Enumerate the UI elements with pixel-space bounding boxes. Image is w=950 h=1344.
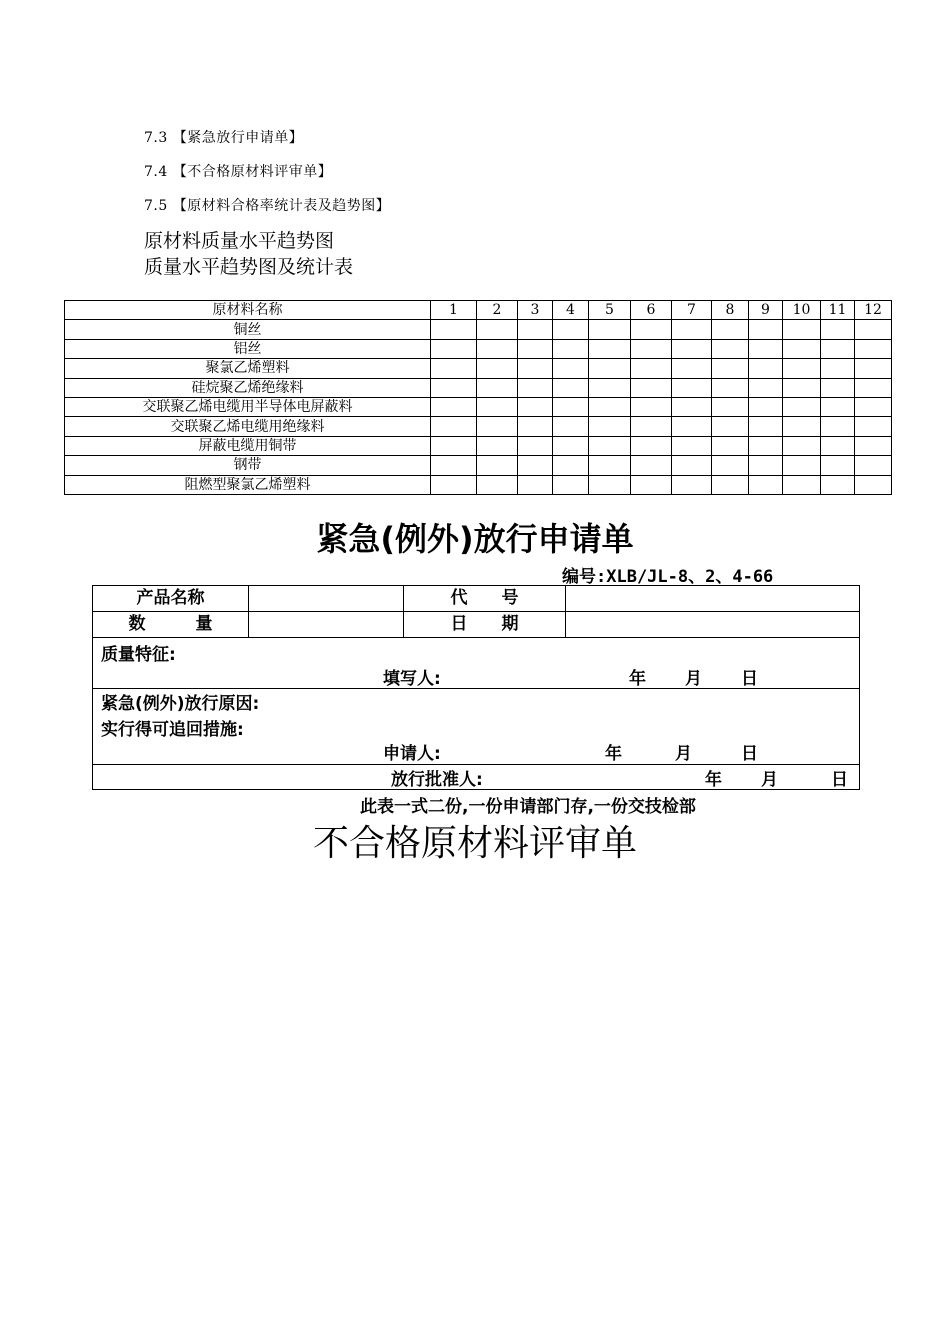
- rate-cell[interactable]: [518, 339, 553, 358]
- rate-cell[interactable]: [712, 417, 749, 436]
- rate-cell[interactable]: [783, 320, 821, 339]
- rate-cell[interactable]: [821, 339, 855, 358]
- rate-cell[interactable]: [783, 456, 821, 475]
- approver-month: 月: [761, 770, 778, 790]
- rate-cell[interactable]: [749, 378, 783, 397]
- rate-cell[interactable]: [431, 359, 477, 378]
- filler-month: 月: [685, 669, 702, 689]
- material-name-cell: 交联聚乙烯电缆用半导体电屏蔽料: [65, 397, 431, 416]
- rate-cell[interactable]: [631, 359, 672, 378]
- approver-day: 日: [831, 770, 848, 790]
- rate-cell[interactable]: [477, 475, 518, 494]
- toc-label: 【紧急放行申请单】: [172, 130, 304, 146]
- month-header: 3: [518, 301, 553, 320]
- product-name-label: 产品名称: [93, 586, 249, 612]
- rate-cell[interactable]: [518, 359, 553, 378]
- code-label: 代 号: [404, 586, 566, 612]
- rate-cell[interactable]: [821, 417, 855, 436]
- toc-item-7-4: [144, 161, 332, 181]
- rate-cell[interactable]: [431, 475, 477, 494]
- month-header: 4: [553, 301, 589, 320]
- rate-cell[interactable]: [749, 436, 783, 455]
- month-header: 8: [712, 301, 749, 320]
- rate-cell[interactable]: [749, 417, 783, 436]
- rate-cell[interactable]: [431, 320, 477, 339]
- rate-cell[interactable]: [431, 339, 477, 358]
- table-row: [65, 456, 892, 475]
- approver-year: 年: [705, 770, 722, 790]
- month-header: 9: [749, 301, 783, 320]
- table-row: [65, 417, 892, 436]
- month-header: 6: [631, 301, 672, 320]
- rate-cell[interactable]: [518, 436, 553, 455]
- table-row: [65, 436, 892, 455]
- rate-cell[interactable]: [518, 378, 553, 397]
- toc-number: 7.4: [144, 164, 168, 180]
- rate-cell[interactable]: [431, 397, 477, 416]
- rate-cell[interactable]: [631, 436, 672, 455]
- rate-cell[interactable]: [855, 397, 892, 416]
- rate-cell[interactable]: [518, 320, 553, 339]
- rate-cell[interactable]: [672, 475, 712, 494]
- applicant-label: 申请人:: [383, 744, 441, 764]
- material-name-cell: 硅烷聚乙烯绝缘料: [65, 378, 431, 397]
- toc-item-7-5: [144, 195, 390, 215]
- applicant-day: 日: [741, 744, 758, 764]
- month-header: 10: [783, 301, 821, 320]
- table-row: [65, 359, 892, 378]
- release-form-code: 编号:XLB/JL-8、2、4-66: [562, 567, 774, 587]
- rate-cell[interactable]: [477, 397, 518, 416]
- rate-cell[interactable]: [749, 359, 783, 378]
- rate-cell[interactable]: [672, 417, 712, 436]
- rate-cell[interactable]: [631, 456, 672, 475]
- quantity-label: 数 量: [93, 612, 249, 638]
- rate-cell[interactable]: [631, 475, 672, 494]
- rate-cell[interactable]: [712, 475, 749, 494]
- toc-label: 【不合格原材料评审单】: [172, 164, 333, 180]
- stat-header-row: [65, 301, 892, 320]
- rate-cell[interactable]: [712, 320, 749, 339]
- quantity-field[interactable]: [249, 612, 404, 638]
- rate-cell[interactable]: [855, 475, 892, 494]
- recall-label: 实行得可追回措施:: [101, 720, 244, 740]
- rate-cell[interactable]: [821, 320, 855, 339]
- table-row: [65, 339, 892, 358]
- rate-cell[interactable]: [631, 378, 672, 397]
- applicant-year: 年: [605, 744, 622, 764]
- rate-cell[interactable]: [477, 456, 518, 475]
- table-row: [65, 475, 892, 494]
- rate-cell[interactable]: [821, 475, 855, 494]
- month-header: 2: [477, 301, 518, 320]
- rate-cell[interactable]: [821, 436, 855, 455]
- rate-cell[interactable]: [553, 456, 589, 475]
- rate-cell[interactable]: [553, 320, 589, 339]
- material-name-cell: 阻燃型聚氯乙烯塑料: [65, 475, 431, 494]
- rate-cell[interactable]: [855, 339, 892, 358]
- rate-cell[interactable]: [477, 339, 518, 358]
- rate-cell[interactable]: [518, 475, 553, 494]
- rate-cell[interactable]: [672, 359, 712, 378]
- rate-cell[interactable]: [477, 378, 518, 397]
- rate-cell[interactable]: [821, 456, 855, 475]
- material-name-cell: 聚氯乙烯塑料: [65, 359, 431, 378]
- quality-section[interactable]: [93, 638, 860, 689]
- rate-cell[interactable]: [672, 320, 712, 339]
- month-header: 5: [589, 301, 631, 320]
- toc-number: 7.5: [144, 198, 168, 214]
- trend-heading: 原材料质量水平趋势图: [144, 230, 335, 252]
- material-name-cell: 交联聚乙烯电缆用绝缘料: [65, 417, 431, 436]
- toc-item-7-3: [144, 127, 303, 147]
- date-label: 日 期: [404, 612, 566, 638]
- code-field[interactable]: [566, 586, 860, 612]
- stat-heading: 质量水平趋势图及统计表: [144, 256, 354, 278]
- rate-cell[interactable]: [518, 456, 553, 475]
- rate-cell[interactable]: [783, 339, 821, 358]
- rate-cell[interactable]: [712, 378, 749, 397]
- table-row: [65, 320, 892, 339]
- rate-cell[interactable]: [631, 339, 672, 358]
- toc-label: 【原材料合格率统计表及趋势图】: [172, 198, 391, 214]
- rate-cell[interactable]: [672, 436, 712, 455]
- copies-note: 此表一式二份,一份申请部门存,一份交技检部: [360, 797, 696, 817]
- rate-cell[interactable]: [855, 359, 892, 378]
- rate-cell[interactable]: [672, 378, 712, 397]
- rate-cell[interactable]: [821, 359, 855, 378]
- approver-label: 放行批准人:: [391, 770, 483, 790]
- filler-year: 年: [629, 669, 646, 689]
- rate-cell[interactable]: [855, 320, 892, 339]
- rate-cell[interactable]: [631, 320, 672, 339]
- toc-number: 7.3: [144, 130, 168, 146]
- date-field[interactable]: [566, 612, 860, 638]
- material-stat-table: [64, 300, 892, 495]
- rate-cell[interactable]: [783, 397, 821, 416]
- month-header: 7: [672, 301, 712, 320]
- rate-cell[interactable]: [783, 475, 821, 494]
- material-name-cell: 屏蔽电缆用铜带: [65, 436, 431, 455]
- rate-cell[interactable]: [631, 417, 672, 436]
- rate-cell[interactable]: [855, 417, 892, 436]
- month-header: 12: [855, 301, 892, 320]
- rate-cell[interactable]: [477, 320, 518, 339]
- rate-cell[interactable]: [855, 436, 892, 455]
- rate-cell[interactable]: [477, 359, 518, 378]
- rate-cell[interactable]: [477, 417, 518, 436]
- rate-cell[interactable]: [749, 475, 783, 494]
- rate-cell[interactable]: [749, 397, 783, 416]
- material-name-cell: 钢带: [65, 456, 431, 475]
- rate-cell[interactable]: [431, 456, 477, 475]
- rate-cell[interactable]: [783, 359, 821, 378]
- rate-cell[interactable]: [553, 378, 589, 397]
- rate-cell[interactable]: [553, 436, 589, 455]
- rate-cell[interactable]: [672, 339, 712, 358]
- rate-cell[interactable]: [431, 378, 477, 397]
- rate-cell[interactable]: [712, 436, 749, 455]
- rate-cell[interactable]: [783, 417, 821, 436]
- rate-cell[interactable]: [749, 339, 783, 358]
- rate-cell[interactable]: [553, 339, 589, 358]
- table-row: [65, 378, 892, 397]
- material-name-cell: 铝丝: [65, 339, 431, 358]
- rate-cell[interactable]: [712, 359, 749, 378]
- rate-cell[interactable]: [821, 378, 855, 397]
- rate-cell[interactable]: [672, 397, 712, 416]
- rate-cell[interactable]: [749, 320, 783, 339]
- reason-label: 紧急(例外)放行原因:: [101, 694, 260, 714]
- release-form-table: [92, 585, 860, 790]
- rate-cell[interactable]: [589, 397, 631, 416]
- rate-cell[interactable]: [589, 359, 631, 378]
- material-name-cell: 铜丝: [65, 320, 431, 339]
- rate-cell[interactable]: [712, 456, 749, 475]
- rate-cell[interactable]: [553, 359, 589, 378]
- rate-cell[interactable]: [477, 436, 518, 455]
- rate-cell[interactable]: [783, 436, 821, 455]
- rate-cell[interactable]: [553, 475, 589, 494]
- rate-cell[interactable]: [518, 417, 553, 436]
- rate-cell[interactable]: [553, 397, 589, 416]
- rate-cell[interactable]: [589, 339, 631, 358]
- reason-section[interactable]: [93, 689, 860, 765]
- rate-cell[interactable]: [631, 397, 672, 416]
- rate-cell[interactable]: [672, 456, 712, 475]
- rate-cell[interactable]: [821, 397, 855, 416]
- quality-label: 质量特征:: [101, 645, 176, 665]
- rate-cell[interactable]: [589, 475, 631, 494]
- nonconforming-review-title: 不合格原材料评审单: [312, 823, 637, 864]
- rate-cell[interactable]: [712, 397, 749, 416]
- rate-cell[interactable]: [589, 436, 631, 455]
- material-name-header: 原材料名称: [65, 301, 431, 320]
- rate-cell[interactable]: [589, 456, 631, 475]
- rate-cell[interactable]: [749, 456, 783, 475]
- filler-label: 填写人:: [383, 669, 441, 689]
- rate-cell[interactable]: [855, 378, 892, 397]
- filler-day: 日: [741, 669, 758, 689]
- rate-cell[interactable]: [518, 397, 553, 416]
- rate-cell[interactable]: [431, 417, 477, 436]
- rate-cell[interactable]: [431, 436, 477, 455]
- rate-cell[interactable]: [589, 417, 631, 436]
- rate-cell[interactable]: [589, 320, 631, 339]
- rate-cell[interactable]: [589, 378, 631, 397]
- rate-cell[interactable]: [553, 417, 589, 436]
- rate-cell[interactable]: [783, 378, 821, 397]
- month-header: 11: [821, 301, 855, 320]
- release-form-title: 紧急(例外)放行申请单: [316, 520, 634, 558]
- rate-cell[interactable]: [712, 339, 749, 358]
- approval-section[interactable]: [93, 765, 860, 790]
- table-row: [65, 397, 892, 416]
- product-name-field[interactable]: [249, 586, 404, 612]
- rate-cell[interactable]: [855, 456, 892, 475]
- month-header: 1: [431, 301, 477, 320]
- applicant-month: 月: [675, 744, 692, 764]
